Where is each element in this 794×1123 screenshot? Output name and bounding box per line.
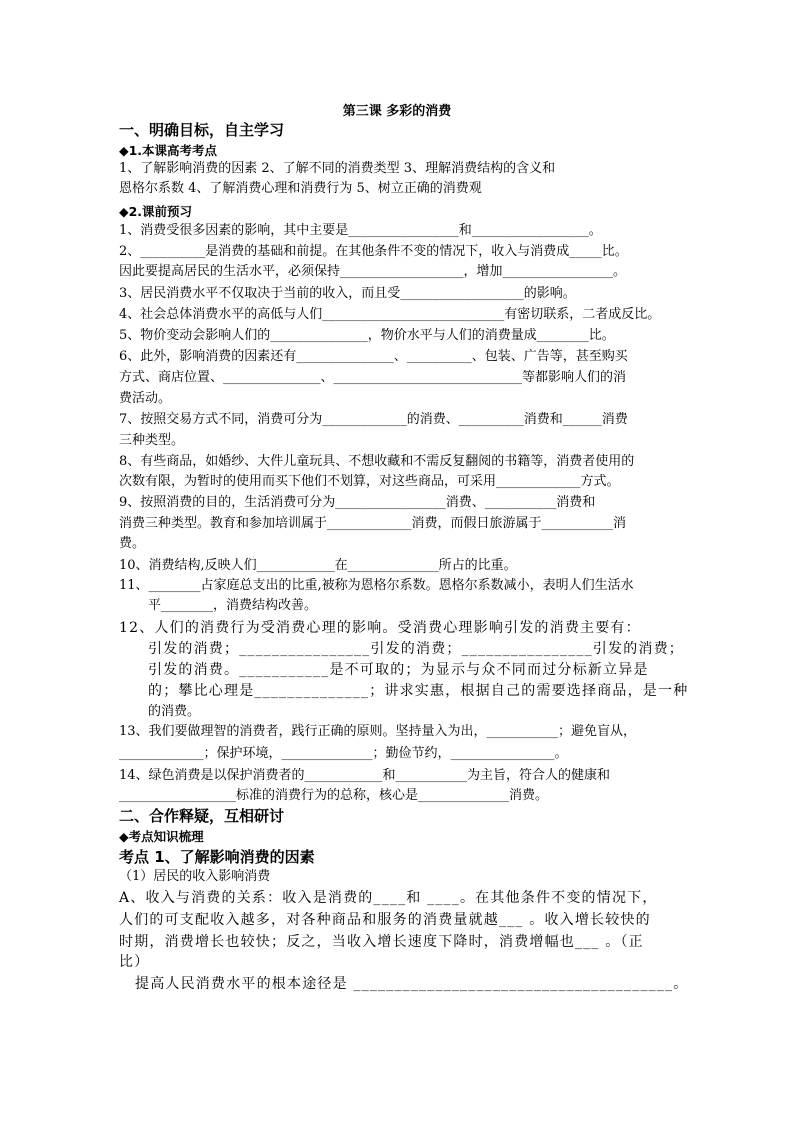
text-line: 9、按照消费的目的，生活消费可分为_________________消费、___________消费和 xyxy=(119,495,596,510)
text-line: 一、明确目标，自主学习 xyxy=(119,121,285,139)
text-line: 引发的消费。___________是不可取的；为显示与众不同而过分标新立异是 xyxy=(148,662,649,678)
text-line: 次数有限，为暂时的使用而买下他们不划算，对这些商品，可采用_____________方式。 xyxy=(119,474,620,489)
text-line: 1、了解影响消费的因素 2、了解不同的消费类型 3、理解消费结构的含义和 xyxy=(119,161,556,176)
text-line: 7、按照交易方式不同，消费可分为_____________的消费、__________消费和______消费 xyxy=(119,412,628,427)
text-line: 平________，消费结构改善。 xyxy=(148,598,318,613)
text-line: 5、物价变动会影响人们的_______________，物价水平与人们的消费量成________比。 xyxy=(119,328,615,343)
text-line: ◆1.本课高考考点 xyxy=(119,143,218,158)
text-line: 1、消费受很多因素的影响，其中主要是_________________和__________________。 xyxy=(119,223,602,238)
text-line: 3、居民消费水平不仅取决于当前的收入，而且受___________________的影响。 xyxy=(119,286,576,301)
text-line: 6、此外，影响消费的因素还有_______________、__________、包装、广告等，甚至购买 xyxy=(119,349,628,364)
text-line: ◆2.课前预习 xyxy=(119,204,193,219)
text-line: __________________标准的消费行为的总称，核心是______________消费。 xyxy=(119,788,549,803)
text-line: 10、消费结构,反映人们____________在______________所占的比重。 xyxy=(119,558,517,573)
text-line: 12、人们的消费行为受消费心理的影响。受消费心理影响引发的消费主要有： xyxy=(119,620,641,636)
text-line: 13、我们要做理智的消费者，践行正确的原则。坚持量入为出，___________；避免盲从， xyxy=(119,724,637,739)
text-line: 时期，消费增长也较快；反之，当收入增长速度下降时，消费增幅也___ 。（正 xyxy=(119,934,644,950)
text-line: 考点 1、了解影响消费的因素 xyxy=(119,848,315,866)
text-line: 引发的消费；________________引发的消费；________________引发的消费； xyxy=(148,641,684,657)
text-line: _____________；保护环境，______________；勤俭节约，________________。 xyxy=(119,746,568,761)
text-line: 消费三种类型。教育和参加培训属于_____________消费，而假日旅游属于___________消 xyxy=(119,516,627,531)
text-line: 2、__________是消费的基础和前提。在其他条件不变的情况下，收入与消费成_____比。 xyxy=(119,244,628,259)
text-line: 三种类型。 xyxy=(119,433,185,448)
text-line: 恩格尔系数 4、了解消费心理和消费行为 5、树立正确的消费观 xyxy=(119,181,482,196)
text-line: 8、有些商品，如婚纱、大件儿童玩具、不想收藏和不需反复翻阅的书籍等，消费者使用的 xyxy=(119,454,635,469)
text-line: 11、________占家庭总支出的比重,被称为恩格尔系数。恩格尔系数减小，表明人们生活水 xyxy=(119,578,634,593)
text-line: 费。 xyxy=(119,536,146,551)
text-line: ◆考点知识梳理 xyxy=(119,829,204,844)
text-line: A、收入与消费的关系：收入是消费的____和 ____。在其他条件不变的情况下， xyxy=(119,890,658,906)
text-line: 因此要提高居民的生活水平，必须保持___________________，增加_________________。 xyxy=(119,264,627,279)
text-line: 方式、商店位置、_______________、_____________________________等都影响人们的消 xyxy=(119,370,627,385)
text-line: （1）居民的收入影响消费 xyxy=(119,869,271,884)
text-line: 比） xyxy=(119,954,150,970)
text-line: 的消费。 xyxy=(148,704,201,719)
document-title: 第三课 多彩的消费 xyxy=(342,104,452,119)
text-line: 费活动。 xyxy=(119,391,172,406)
text-line: 14、绿色消费是以保护消费者的____________和___________为主旨，符合人的健康和 xyxy=(119,768,611,783)
text-line: 二、合作释疑，互相研讨 xyxy=(119,807,285,825)
text-line: 人们的可支配收入越多，对各种商品和服务的消费量就越___ 。收入增长较快的 xyxy=(119,912,651,928)
text-line: 4、社会总体消费水平的高低与人们____________________________有密切联系，二者成反比。 xyxy=(119,307,661,322)
text-line: 提高人民消费水平的根本途径是 _______________________________________。 xyxy=(135,976,689,992)
text-line: 的；攀比心理是______________；讲求实惠，根据自己的需要选择商品，是一种 xyxy=(148,683,689,699)
